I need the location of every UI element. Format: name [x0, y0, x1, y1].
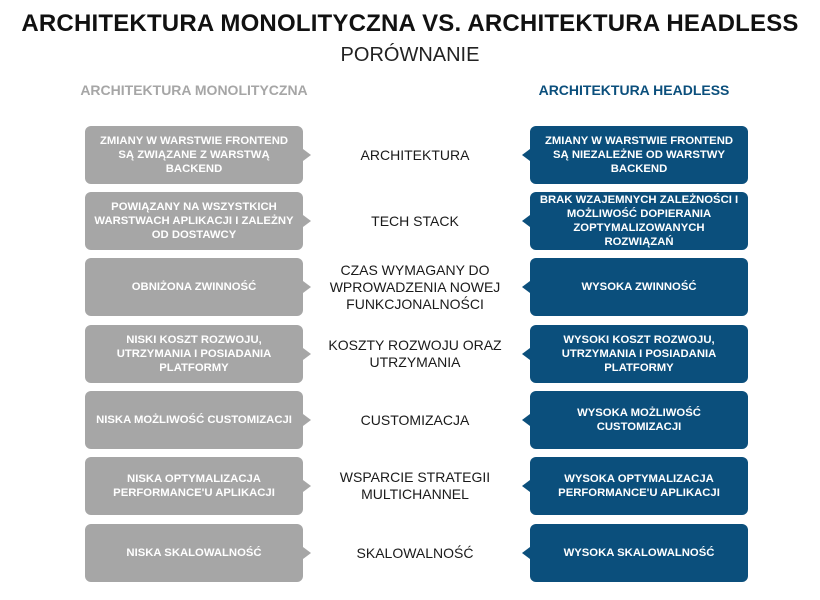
comparison-criterion: WSPARCIE STRATEGII MULTICHANNEL	[339, 469, 491, 502]
headless-box: WYSOKA SKALOWALNOŚĆ	[530, 524, 748, 582]
right-pointer-arrow	[522, 149, 530, 161]
comparison-criterion: CZAS WYMAGANY DO WPROWADZENIA NOWEJ FUNKCJONALNOŚCI	[329, 261, 501, 312]
comparison-criterion: TECH STACK	[371, 212, 459, 229]
monolithic-box: POWIĄZANY NA WSZYSTKICH WARSTWACH APLIKACJI I ZALEŻNY OD DOSTAWCY	[85, 192, 303, 250]
comparison-row	[0, 258, 820, 316]
left-pointer-arrow	[303, 281, 311, 293]
comparison-criterion: KOSZTY ROZWOJU ORAZ UTRZYMANIA	[328, 337, 502, 370]
monolithic-box: NISKA OPTYMALIZACJA PERFORMANCE'U APLIKACJI	[85, 457, 303, 515]
right-column-heading: ARCHITEKTURA HEADLESS	[538, 82, 730, 98]
right-pointer-arrow	[522, 480, 530, 492]
headless-box: WYSOKI KOSZT ROZWOJU, UTRZYMANIA I POSIADANIA PLATFORMY	[530, 325, 748, 383]
right-pointer-arrow	[522, 215, 530, 227]
headless-box: WYSOKA ZWINNOŚĆ	[530, 258, 748, 316]
comparison-criterion: SKALOWALNOŚĆ	[356, 544, 474, 561]
comparison-criterion: CUSTOMIZACJA	[360, 411, 470, 428]
left-column-heading: ARCHITEKTURA MONOLITYCZNA	[80, 82, 308, 98]
headless-box: WYSOKA MOŻLIWOŚĆ CUSTOMIZACJI	[530, 391, 748, 449]
page-subtitle: PORÓWNANIE	[340, 44, 480, 66]
left-pointer-arrow	[303, 414, 311, 426]
monolithic-box: ZMIANY W WARSTWIE FRONTEND SĄ ZWIĄZANE Z WARSTWĄ BACKEND	[85, 126, 303, 184]
comparison-row	[0, 457, 820, 515]
left-pointer-arrow	[303, 149, 311, 161]
headless-box: WYSOKA OPTYMALIZACJA PERFORMANCE'U APLIKACJI	[530, 457, 748, 515]
comparison-row	[0, 391, 820, 449]
monolithic-box: NISKA MOŻLIWOŚĆ CUSTOMIZACJI	[85, 391, 303, 449]
comparison-row	[0, 524, 820, 582]
comparison-row	[0, 126, 820, 184]
left-pointer-arrow	[303, 547, 311, 559]
monolithic-box: NISKI KOSZT ROZWOJU, UTRZYMANIA I POSIADANIA PLATFORMY	[85, 325, 303, 383]
right-pointer-arrow	[522, 348, 530, 360]
comparison-criterion: ARCHITEKTURA	[360, 146, 470, 163]
left-pointer-arrow	[303, 348, 311, 360]
page-title: ARCHITEKTURA MONOLITYCZNA VS. ARCHITEKTURA HEADLESS	[21, 10, 799, 37]
right-pointer-arrow	[522, 547, 530, 559]
comparison-row	[0, 192, 820, 250]
monolithic-box: NISKA SKALOWALNOŚĆ	[85, 524, 303, 582]
headless-box: ZMIANY W WARSTWIE FRONTEND SĄ NIEZALEŻNE OD WARSTWY BACKEND	[530, 126, 748, 184]
monolithic-box: OBNIŻONA ZWINNOŚĆ	[85, 258, 303, 316]
left-pointer-arrow	[303, 480, 311, 492]
left-pointer-arrow	[303, 215, 311, 227]
comparison-row	[0, 325, 820, 383]
right-pointer-arrow	[522, 281, 530, 293]
headless-box: BRAK WZAJEMNYCH ZALEŻNOŚCI I MOŻLIWOŚĆ DOPIERANIA ZOPTYMALIZOWANYCH ROZWIĄZAŃ	[530, 192, 748, 250]
right-pointer-arrow	[522, 414, 530, 426]
